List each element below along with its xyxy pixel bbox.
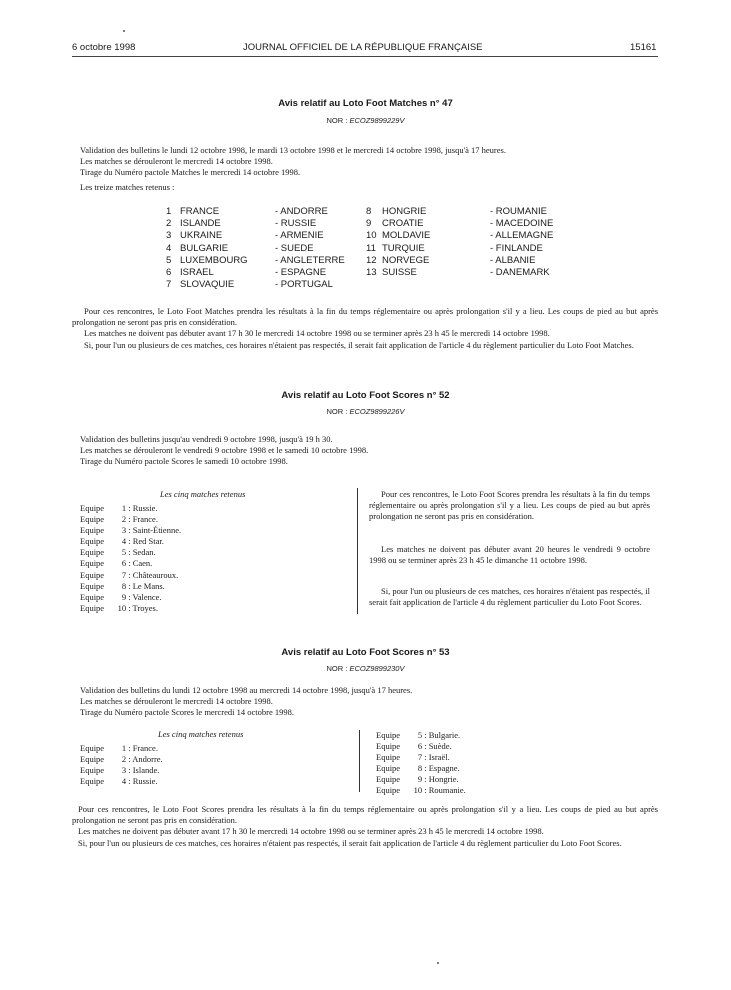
avis53-list-title: Les cinq matches retenus [158,729,244,739]
nor-code: ECOZ9899229V [349,116,405,125]
equipe-row: Equipe 6 : Caen. [80,558,153,569]
equipe-row: Equipe 9 : Hongrie. [376,774,459,785]
avis47-line-3: Tirage du Numéro pactole Matches le mercredi 14 octobre 1998. [80,167,301,177]
match-row: 3 UKRAINE - ARMENIE [166,230,324,242]
equipe-row: Equipe 7 : Israël. [376,752,450,763]
avis47-nor [0,116,731,125]
avis47-paragraph-2: Les matches ne doivent pas débuter avant 17 h 30 le mercredi 14 octobre 1998 ou se terminer après 23 h 45 le mercredi 14 octobre 1998. [84,328,550,338]
match-row: 6 ISRAEL - ESPAGNE [166,267,327,279]
avis53-line-3: Tirage du Numéro pactole Scores le mercredi 14 octobre 1998. [80,707,295,717]
avis52-nor [0,407,731,416]
avis47-line-4: Les treize matches retenus : [80,182,175,192]
header-rule [72,56,658,57]
equipe-row: Equipe 2 : France. [80,514,158,525]
avis47-line-1: Validation des bulletins le lundi 12 octobre 1998, le mardi 13 octobre 1998 et le mercredi 14 octobre 1998, jusqu'à 17 heures. [80,145,506,155]
equipe-row: Equipe 5 : Bulgarie. [376,730,461,740]
avis52-equipes [80,503,181,614]
avis52-paragraph-1: Pour ces rencontres, le Loto Foot Scores prendra les résultats à la fin du temps réglementaire ou après prolongation s'il y a lieu. Les coups de pied au but après prolongation ne seront pas pris en considération. [369,489,650,522]
avis47-paragraph-1: Pour ces rencontres, le Loto Foot Matches prendra les résultats à la fin du temps réglementaire ou après prolongation s'il y a lieu. Les coups de pied au but après prolongation ne seront pas pris en considération. [72,306,658,328]
avis53-paragraph-2: Les matches ne doivent pas débuter avant 17 h 30 le mercredi 14 octobre 1998 ou se terminer après 23 h 45 le mercredi 14 octobre 1998. [78,826,544,836]
header-page-number: 15161 [630,42,657,53]
match-row: 2 ISLANDE - RUSSIE [166,218,317,230]
avis47-paragraph-3: Si, pour l'un ou plusieurs de ces matches, ces horaires n'étaient pas respectés, il serait fait application de l'article 4 du règlement particulier du Loto Foot Matches. [84,340,634,350]
equipe-row: Equipe 10 : Roumanie. [376,785,466,796]
equipe-row: Equipe 10 : Troyes. [80,602,158,613]
match-row: 11 TURQUIE - FINLANDE [366,242,543,254]
avis53-line-1: Validation des bulletins du lundi 12 octobre 1998 au mercredi 14 octobre 1998, jusqu'à 17 heures. [80,685,413,695]
equipe-row: Equipe 7 : Châteauroux. [80,569,179,580]
avis52-title: Avis relatif au Loto Foot Scores n° 52 [281,390,450,401]
avis53-equipes-right [376,730,466,797]
scan-mark [123,30,125,32]
match-row: 12 NORVEGE - ALBANIE [366,254,536,266]
avis53-paragraph-3: Si, pour l'un ou plusieurs de ces matches, ces horaires n'étaient pas respectés, il serait fait application de l'article 4 du règlement particulier du Loto Foot Scores. [78,838,622,848]
match-row: 10 MOLDAVIE - ALLEMAGNE [366,230,554,242]
equipe-row: Equipe 4 : Russie. [80,776,158,787]
avis53-equipes-left [80,743,163,787]
scan-mark [437,962,439,964]
equipe-row: Equipe 2 : Andorre. [80,754,163,765]
avis52-line-2: Les matches se dérouleront le vendredi 9 octobre 1998 et le samedi 10 octobre 1998. [80,445,369,455]
avis53-nor [0,664,731,673]
matches-table [166,206,345,291]
nor-label: NOR : [326,407,348,416]
match-row: 8 HONGRIE - ROUMANIE [366,206,547,217]
avis53-line-2: Les matches se dérouleront le mercredi 14 octobre 1998. [80,696,273,706]
avis52-list-title: Les cinq matches retenus [160,489,246,499]
match-row: 5 LUXEMBOURG - ANGLETERRE [166,254,345,266]
avis52-paragraph-2: Les matches ne doivent pas débuter avant 20 heures le vendredi 9 octobre 1998 ou se terminer après 23 h 45 le dimanche 11 octobre 1998. [369,544,650,566]
equipe-row: Equipe 4 : Red Star. [80,536,164,547]
equipe-row: Equipe 8 : Le Mans. [80,580,165,591]
column-divider [359,730,360,792]
equipe-row: Equipe 1 : France. [80,743,158,753]
avis47-title: Avis relatif au Loto Foot Matches n° 47 [278,98,453,109]
avis52-paragraph-3: Si, pour l'un ou plusieurs de ces matches, ces horaires n'étaient pas respectés, il serait fait application de l'article 4 du règlement particulier du Loto Foot Scores. [369,586,650,608]
avis52-line-1: Validation des bulletins jusqu'au vendredi 9 octobre 1998, jusqu'à 19 h 30. [80,434,333,444]
equipe-row: Equipe 9 : Valence. [80,591,162,602]
column-divider [357,488,358,614]
equipe-row: Equipe 6 : Suède. [376,741,452,752]
matches-table-right [366,206,553,279]
header-journal-title: JOURNAL OFFICIEL DE LA RÉPUBLIQUE FRANÇAISE [243,42,483,53]
avis47-line-2: Les matches se dérouleront le mercredi 14 octobre 1998. [80,156,273,166]
equipe-row: Equipe 3 : Islande. [80,765,160,776]
nor-label: NOR : [326,664,348,673]
avis52-line-3: Tirage du Numéro pactole Scores le samedi 10 octobre 1998. [80,456,288,466]
match-row: 9 CROATIE - MACEDOINE [366,218,554,230]
match-row: 7 SLOVAQUIE - PORTUGAL [166,279,333,291]
avis53-paragraph-1: Pour ces rencontres, le Loto Foot Scores prendra les résultats à la fin du temps réglementaire ou après prolongation s'il y a lieu. Les coups de pied au but après prolongation ne seront pas pris en considération. [72,804,658,826]
equipe-row: Equipe 1 : Russie. [80,503,158,513]
equipe-row: Equipe 3 : Saint-Étienne. [80,525,182,536]
nor-label: NOR : [326,116,348,125]
equipe-row: Equipe 5 : Sedan. [80,547,156,558]
nor-code: ECOZ9899230V [349,664,405,673]
match-row: 1 FRANCE - ANDORRE [166,206,328,217]
header-date: 6 octobre 1998 [72,42,136,53]
match-row: 4 BULGARIE - SUEDE [166,242,314,254]
equipe-row: Equipe 8 : Espagne. [376,763,460,774]
nor-code: ECOZ9899226V [349,407,405,416]
avis53-title: Avis relatif au Loto Foot Scores n° 53 [281,647,450,658]
match-row: 13 SUISSE - DANEMARK [366,267,550,279]
